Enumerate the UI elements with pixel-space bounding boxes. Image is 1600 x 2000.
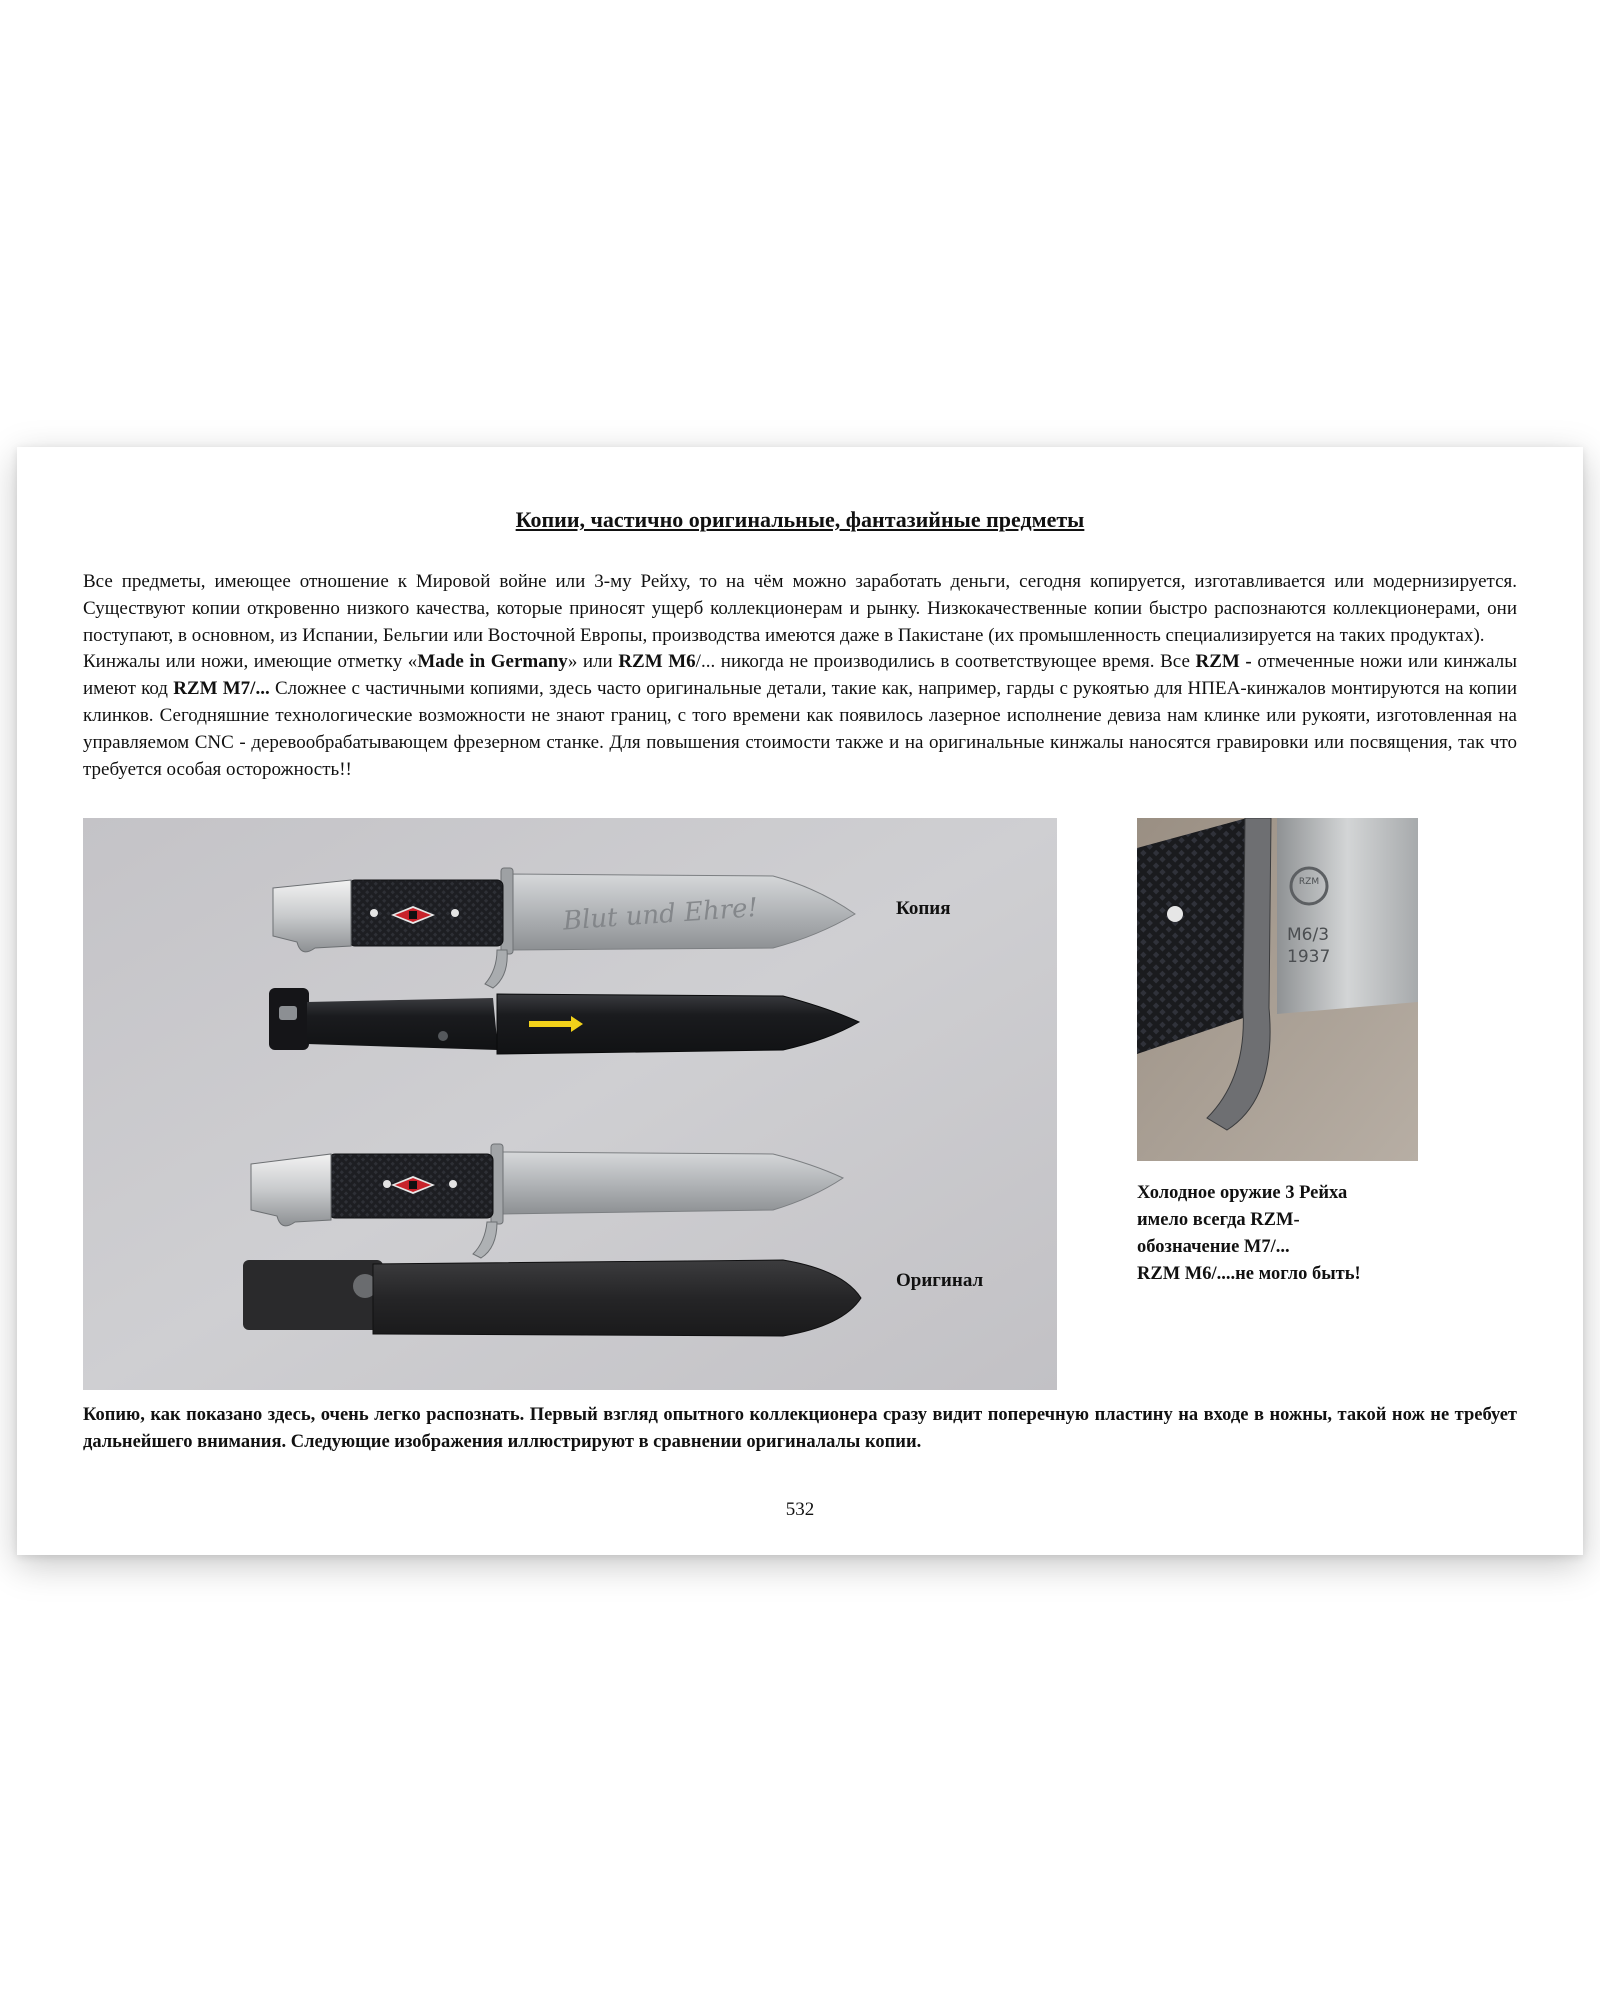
rzm-m7-mark: RZM M7/... <box>173 678 270 700</box>
rzm-mark: RZM - <box>1195 651 1252 673</box>
original-label: Оригинал <box>896 1270 984 1291</box>
body-text <box>83 569 1517 783</box>
svg-text:1937: 1937 <box>1287 947 1331 967</box>
svg-text:Blut und Ehre!: Blut und Ehre! <box>562 892 759 937</box>
bottom-paragraph: Копию, как показано здесь, очень легко распознать. Первый взгляд опытного коллекционера сразу видит поперечную пластину на входе в ножны, такой нож не требует дальнейшего внимания. Следующие изображения иллюстрируют в сравнении оригиналалы копии. <box>83 1405 1517 1452</box>
page-title: Копии, частично оригинальные, фантазийные предметы <box>515 507 1085 532</box>
paragraph-1: Все предметы, имеющее отношение к Мировой войне или 3-му Рейху, то на чём можно заработать деньги, сегодня копируется, изготавливается или модернизируется. Существуют копии откровенно низкого качества, которые приносят ущерб коллекционерам и рынку. Низкокачественные копии быстро распознаются коллекционерами, они поступают, в основном, из Испании, Бельгии или Восточной Европы, производства имеются даже в Пакистане (их промышленность специализируется на таких продуктах). <box>83 571 1517 646</box>
svg-text:RZM: RZM <box>1298 877 1320 887</box>
made-in-germany-mark: Made in Germany <box>417 651 568 673</box>
svg-text:M6/3: M6/3 <box>1287 925 1330 945</box>
document-page <box>17 447 1583 1555</box>
original-scabbard <box>243 1260 861 1336</box>
rzm-m6-mark: RZM M6 <box>618 651 696 673</box>
page-number: 532 <box>785 1499 815 1520</box>
detail-caption: Холодное оружие 3 Рейха имело всегда RZM- обозначение М7/... RZM М6/....не могло быть! <box>1137 1183 1361 1284</box>
rzm-marking-detail-photo <box>1137 818 1418 1161</box>
copy-label: Копия <box>896 898 951 919</box>
paragraph-2: Кинжалы или ножи, имеющие отметку «Made in Germany» или RZM M6/... никогда не производились в соответствующее время. Все RZM - отмеченные ножи или кинжалы имеют код RZM M7/... Сложнее с частичными копиями, здесь часто оригинальные детали, такие как, например, гарды с рукоятью для НПЕА-кинжалов монтируются на копии клинков. Сегодняшние технологические возможности не знают границ, с того времени как появилось лазерное исполнение девиза нам клинке или рукояти, изготовленная на управляемом CNC - деревообрабатывающем фрезерном станке. Для повышения стоимости также и на оригинальные кинжалы наносятся гравировки или посвящения, так что требуется особая осторожность!! <box>83 651 1518 780</box>
